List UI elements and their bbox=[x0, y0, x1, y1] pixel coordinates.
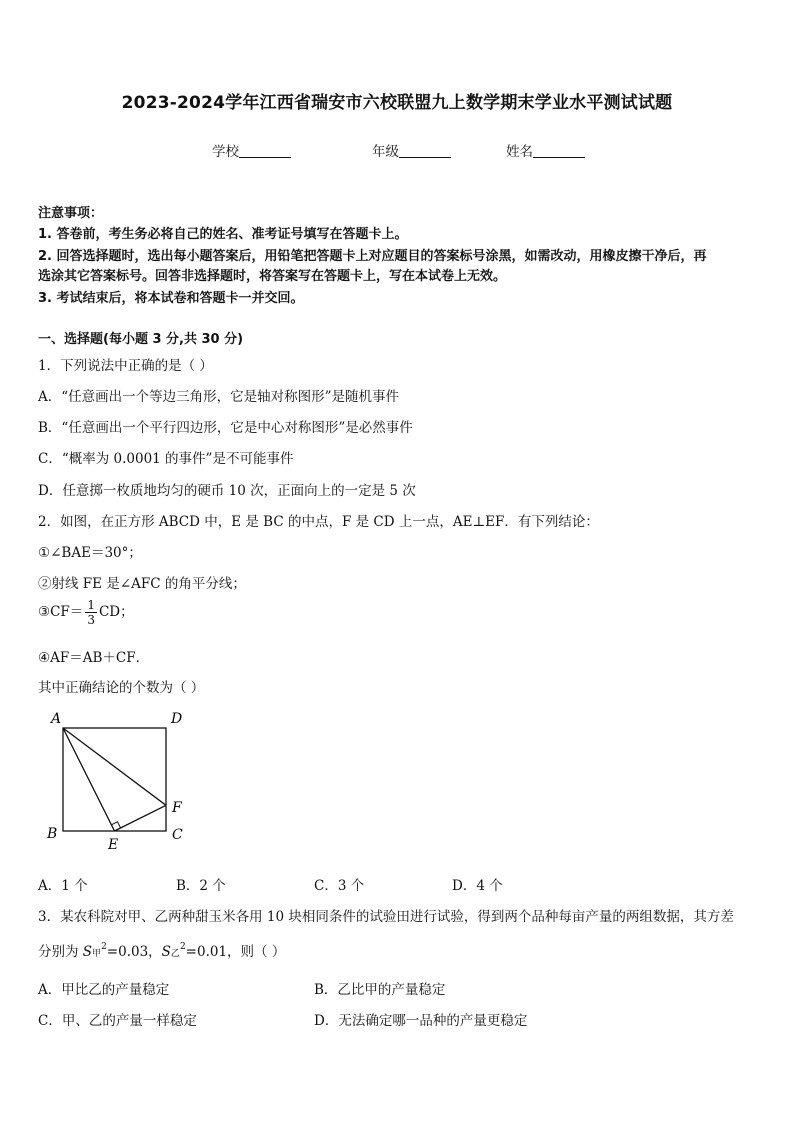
segment-ae bbox=[63, 728, 115, 831]
label-d: D bbox=[171, 711, 183, 727]
q3-stem-line2 bbox=[38, 940, 285, 960]
variance-s-yi: S bbox=[161, 944, 171, 960]
q2-conclusion-2: ②射线 FE 是∠AFC 的角平分线； bbox=[38, 576, 246, 592]
name-blank[interactable] bbox=[533, 143, 585, 158]
q2-option-b[interactable]: B．2 个 bbox=[176, 878, 226, 894]
q2-conclusion-3 bbox=[38, 598, 134, 627]
label-b: B bbox=[47, 826, 58, 842]
name-label: 姓名 bbox=[506, 144, 533, 160]
q3-prefix: 分别为 bbox=[38, 944, 83, 960]
segment-ef bbox=[115, 805, 167, 831]
q2-conclusion-1: ①∠BAE＝30°； bbox=[38, 545, 142, 561]
grade-field[interactable] bbox=[372, 140, 451, 160]
q1-option-b[interactable]: B．“任意画出一个平行四边形，它是中心对称图形”是必然事件 bbox=[38, 420, 413, 436]
q3-value-1: =0.03， bbox=[106, 944, 162, 960]
q3-option-d[interactable]: D．无法确定哪一品种的产量更稳定 bbox=[314, 1013, 528, 1029]
fraction-numerator: 1 bbox=[87, 598, 95, 612]
exponent-jia: 2 bbox=[101, 942, 107, 952]
q3-stem-line1: 3．某农科院对甲、乙两种甜玉米各用 10 块相同条件的试验田进行试验，得到两个品种每亩产量的两组数据，其方差 bbox=[38, 909, 734, 925]
subscript-yi: 乙 bbox=[170, 949, 180, 959]
label-e: E bbox=[108, 837, 119, 853]
q2-option-c[interactable]: C．3 个 bbox=[314, 878, 365, 894]
school-blank[interactable] bbox=[239, 143, 291, 158]
fraction-denominator: 3 bbox=[87, 613, 95, 627]
exponent-yi: 2 bbox=[179, 942, 186, 952]
subscript-jia: 甲 bbox=[92, 949, 102, 959]
q3-option-c[interactable]: C．甲、乙的产量一样稳定 bbox=[38, 1013, 197, 1029]
variance-s-jia: S bbox=[82, 944, 93, 960]
notice-item-2-cont: 选涂其它答案标号。回答非选择题时，将答案写在答题卡上，写在本试卷上无效。 bbox=[38, 269, 507, 284]
label-f: F bbox=[172, 800, 182, 816]
q2-c3-suffix: CD； bbox=[98, 604, 134, 620]
segment-af bbox=[63, 728, 166, 805]
q2-option-d[interactable]: D．4 个 bbox=[452, 878, 503, 894]
q1-option-c[interactable]: C．“概率为 0.0001 的事件”是不可能事件 bbox=[38, 451, 294, 467]
name-field[interactable] bbox=[506, 140, 585, 160]
school-label: 学校 bbox=[212, 144, 239, 160]
notice-item-2: 2. 回答选择题时，选出每小题答案后，用铅笔把答题卡上对应题目的答案标号涂黑，如需改动，用橡皮擦干净后，再 bbox=[38, 249, 707, 264]
label-c: C bbox=[172, 827, 183, 843]
notice-item-3: 3. 考试结束后，将本试卷和答题卡一并交回。 bbox=[38, 291, 304, 306]
q2-stem: 2．如图，在正方形 ABCD 中，E 是 BC 的中点，F 是 CD 上一点，AE⊥EF．有下列结论： bbox=[38, 514, 599, 530]
q2-ask: 其中正确结论的个数为（ ） bbox=[38, 680, 205, 696]
q1-option-a[interactable]: A．“任意画出一个等边三角形，它是轴对称图形”是随机事件 bbox=[38, 389, 400, 405]
school-field[interactable] bbox=[212, 140, 291, 160]
label-a: A bbox=[51, 711, 62, 727]
square-abcd bbox=[63, 728, 166, 831]
q3-value-2: =0.01，则（ ） bbox=[185, 944, 286, 960]
q2-conclusion-4: ④AF＝AB＋CF． bbox=[38, 650, 150, 666]
grade-label: 年级 bbox=[372, 144, 399, 160]
q3-option-a[interactable]: A．甲比乙的产量稳定 bbox=[38, 982, 170, 998]
q3-option-b[interactable]: B．乙比甲的产量稳定 bbox=[314, 982, 446, 998]
square-figure bbox=[40, 706, 200, 856]
q2-option-a[interactable]: A．1 个 bbox=[38, 878, 88, 894]
q1-stem: 1．下列说法中正确的是（ ） bbox=[38, 358, 213, 374]
notice-heading: 注意事项： bbox=[38, 206, 104, 221]
fraction-one-third bbox=[85, 598, 97, 627]
q1-option-d[interactable]: D．任意掷一枚质地均匀的硬币 10 次，正面向上的一定是 5 次 bbox=[38, 483, 416, 499]
page-title: 2023-2024学年江西省瑞安市六校联盟九上数学期末学业水平测试试题 bbox=[121, 93, 673, 113]
q2-c3-prefix: ③CF＝ bbox=[38, 604, 84, 620]
grade-blank[interactable] bbox=[399, 143, 451, 158]
section-heading: 一、选择题(每小题 3 分,共 30 分) bbox=[38, 332, 244, 347]
notice-item-1: 1. 答卷前，考生务必将自己的姓名、准考证号填写在答题卡上。 bbox=[38, 227, 408, 242]
